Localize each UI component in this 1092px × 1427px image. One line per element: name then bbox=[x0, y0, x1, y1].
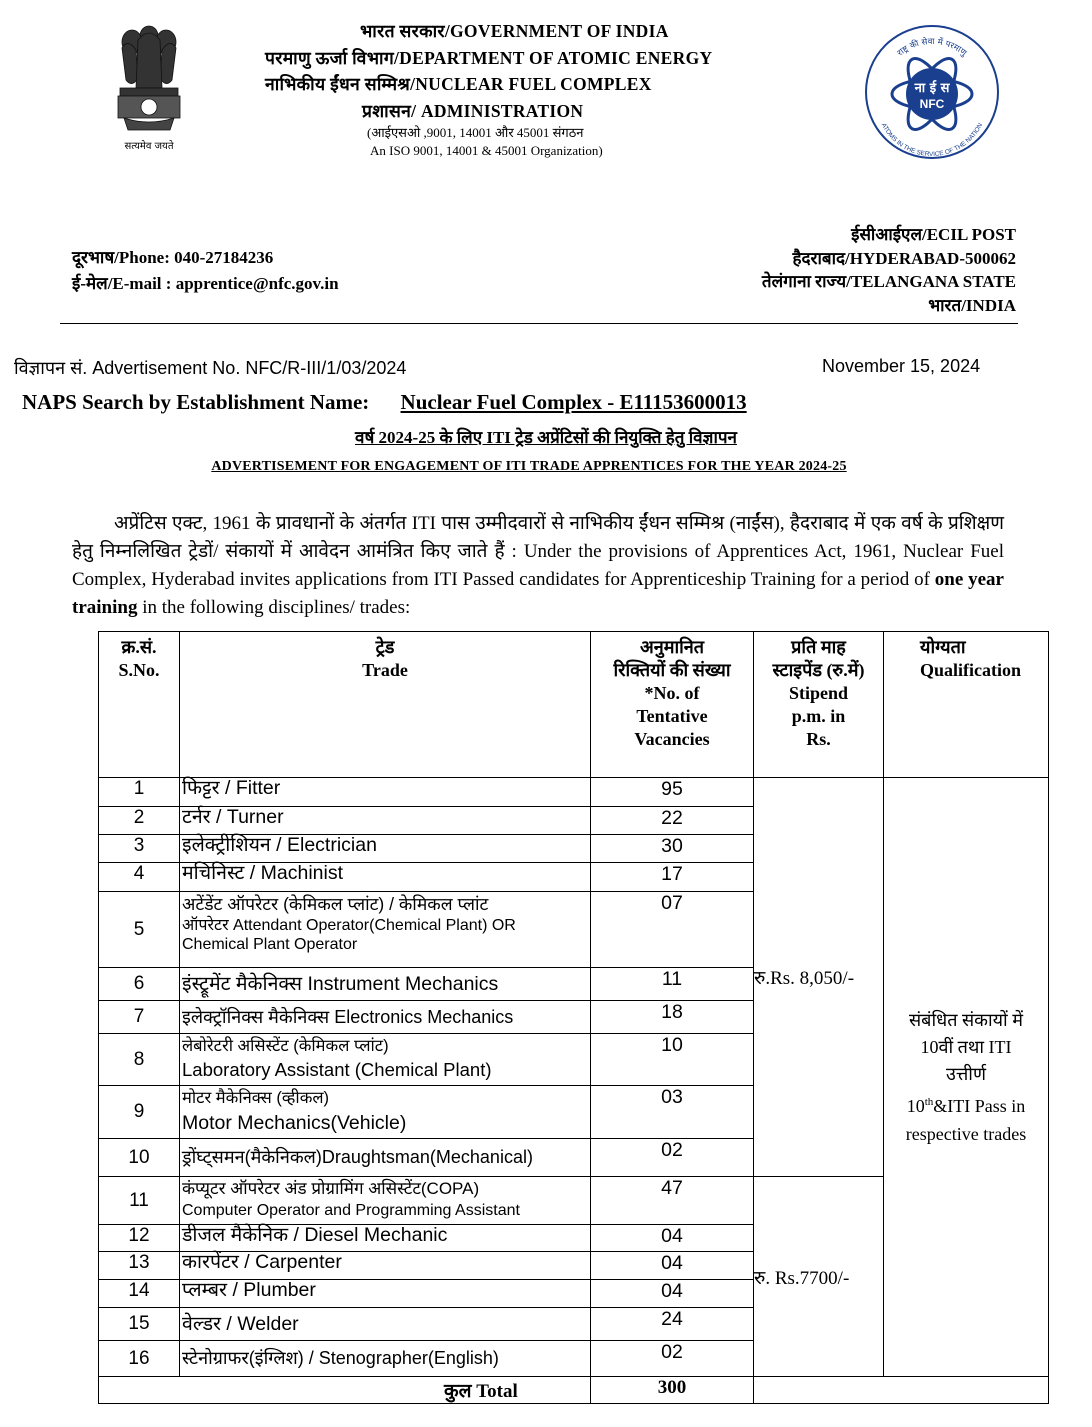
table-header-row bbox=[99, 632, 1049, 778]
qualification-en-sup: th bbox=[924, 1095, 934, 1108]
header-administration: प्रशासन/ ADMINISTRATION bbox=[362, 100, 584, 121]
header-qual-hi: योग्यता bbox=[920, 637, 966, 657]
row-trade: टर्नर / Turner bbox=[180, 807, 591, 835]
row-sno: 6 bbox=[99, 968, 180, 1001]
header-qual-en: Qualification bbox=[920, 660, 1022, 680]
row-trade bbox=[180, 892, 591, 968]
address-line4: भारत/INDIA bbox=[928, 295, 1016, 315]
contact-email: ई-मेल/E-mail : apprentice@nfc.gov.in bbox=[72, 274, 339, 293]
row-sno: 13 bbox=[99, 1252, 180, 1280]
address-line1: ईसीआईएल/ECIL POST bbox=[851, 225, 1016, 244]
header-stipend-en: Stipend p.m. in Rs. bbox=[788, 683, 849, 749]
naps-label: NAPS Search by Establishment Name: bbox=[22, 390, 370, 414]
row-sno: 12 bbox=[99, 1225, 180, 1252]
address-line3: तेलंगाना राज्य/TELANGANA STATE bbox=[761, 272, 1016, 291]
row-trade: स्टेनोग्राफर(इंग्लिश) / Stenographer(English) bbox=[180, 1341, 591, 1377]
row-sno: 14 bbox=[99, 1280, 180, 1308]
row-sno: 8 bbox=[99, 1034, 180, 1086]
row-vacancies: 22 bbox=[591, 807, 754, 835]
header-department: परमाणु ऊर्जा विभाग/DEPARTMENT OF ATOMIC ENERGY bbox=[265, 47, 713, 68]
table-total-row bbox=[99, 1377, 1049, 1404]
contact-block bbox=[72, 245, 339, 297]
national-emblem bbox=[108, 18, 190, 153]
row-trade: इंस्ट्रूमेंट मैकेनिक्स Instrument Mechanics bbox=[180, 968, 591, 1001]
advertisement-number: विज्ञापन सं. Advertisement No. NFC/R-III/1/03/2024 bbox=[14, 358, 407, 378]
row-vacancies: 04 bbox=[591, 1225, 754, 1252]
logo-bottom-arc-path: ATOMS IN THE SERVICE OF THE NATION bbox=[879, 122, 985, 159]
naps-search-line bbox=[22, 390, 747, 415]
row-sno: 1 bbox=[99, 778, 180, 807]
row-vacancies: 04 bbox=[591, 1252, 754, 1280]
row-trade bbox=[180, 1034, 591, 1086]
address-block bbox=[762, 223, 1016, 317]
row-trade: डीजल मैकेनिक / Diesel Mechanic bbox=[180, 1225, 591, 1252]
row-sno: 2 bbox=[99, 807, 180, 835]
qualification-en-pre: 10 bbox=[906, 1095, 925, 1116]
row-vacancies: 10 bbox=[591, 1034, 754, 1086]
row-vacancies: 30 bbox=[591, 835, 754, 863]
naps-establishment-value: Nuclear Fuel Complex - E11153600013 bbox=[400, 390, 747, 414]
stipend-group-1: रु.Rs. 8,050/- bbox=[754, 778, 884, 1177]
row-trade: इलेक्ट्रीशियन / Electrician bbox=[180, 835, 591, 863]
row-trade: कारपेंटर / Carpenter bbox=[180, 1252, 591, 1280]
header-vac-en: *No. of Tentative Vacancies bbox=[634, 683, 710, 749]
qualification-hi-2: 10वीं तथा ITI bbox=[920, 1036, 1012, 1057]
header-vacancies bbox=[591, 632, 754, 778]
intro-text-1: अप्रेंटिस एक्ट, 1961 के प्रावधानों के अंतर्गत ITI पास उम्मीदवारों से नाभिकीय ईंधन सम्मिश्र (नाईंस), हैदराबाद में एक वर्ष के प्रशिक्षण हेतु निम्नलिखित ट्रेडों/ संकायों में आवेदन आमंत्रित किए जाते हैं : Under the provisions of Apprentices Act, 1961, Nuclear Fuel Complex, Hyderabad invites applications from ITI Passed candidates for Apprenticeship Training for a period of bbox=[72, 513, 1004, 590]
row-trade-line3: Chemical Plant Operator bbox=[182, 936, 358, 953]
row-trade: वेल्डर / Welder bbox=[180, 1308, 591, 1341]
row-vacancies: 17 bbox=[591, 863, 754, 892]
row-trade-line1: अटेंडेंट ऑपरेटर (केमिकल प्लांट) / केमिकल प्लांट bbox=[182, 894, 489, 914]
row-sno: 7 bbox=[99, 1001, 180, 1034]
intro-paragraph bbox=[72, 510, 1004, 622]
row-trade-line2: Motor Mechanics(Vehicle) bbox=[182, 1112, 407, 1134]
total-label: कुल Total bbox=[99, 1377, 591, 1404]
row-sno: 3 bbox=[99, 835, 180, 863]
row-trade-line2: ऑपरेटर Attendant Operator(Chemical Plant) OR bbox=[182, 917, 516, 934]
header-nfc: नाभिकीय ईंधन सम्मिश्र/NUCLEAR FUEL COMPLEX bbox=[265, 74, 652, 94]
qualification-en-post: &ITI Pass in respective trades bbox=[905, 1095, 1027, 1144]
row-trade-line2: Computer Operator and Programming Assistant bbox=[182, 1202, 520, 1219]
qualification-hi-1: संबंधित संकायों में bbox=[909, 1009, 1023, 1030]
row-sno: 9 bbox=[99, 1086, 180, 1139]
emblem-motto: सत्यमेव जयते bbox=[124, 141, 174, 152]
contact-phone: दूरभाष/Phone: 040-27184236 bbox=[72, 248, 274, 267]
address-line2: हैदराबाद/HYDERABAD-500062 bbox=[792, 248, 1016, 268]
header-sno-hi: क्र.सं. bbox=[121, 637, 157, 657]
row-vacancies: 02 bbox=[591, 1341, 754, 1377]
advertisement-title-hindi: वर्ष 2024-25 के लिए ITI ट्रेड अप्रेंटिसों की नियुक्ति हेतु विज्ञापन bbox=[355, 428, 737, 447]
lion-capital-icon bbox=[108, 18, 190, 153]
header-trade-en: Trade bbox=[362, 660, 408, 680]
advertisement-title-english: ADVERTISEMENT FOR ENGAGEMENT OF ITI TRADE APPRENTICES FOR THE YEAR 2024-25 bbox=[211, 459, 847, 474]
row-sno: 15 bbox=[99, 1308, 180, 1341]
total-value: 300 bbox=[591, 1377, 754, 1404]
row-sno: 5 bbox=[99, 892, 180, 968]
row-trade-line1: मोटर मैकेनिक्स (व्हीकल) bbox=[182, 1089, 330, 1107]
logo-hi-text: ना ई स bbox=[914, 81, 950, 96]
row-vacancies: 95 bbox=[591, 778, 754, 807]
header-vac-hi: अनुमानित रिक्तियों की संख्या bbox=[613, 637, 731, 680]
qualification-en bbox=[884, 1088, 1048, 1148]
header-government: भारत सरकार/GOVERNMENT OF INDIA bbox=[360, 21, 669, 41]
qualification-hi-3: उत्तीर्ण bbox=[946, 1063, 986, 1084]
row-vacancies: 04 bbox=[591, 1280, 754, 1308]
row-vacancies: 24 bbox=[591, 1308, 754, 1341]
header-stipend-hi: प्रति माह स्टाइपेंड (रु.में) bbox=[772, 637, 865, 680]
organization-header bbox=[265, 18, 825, 160]
row-sno: 10 bbox=[99, 1139, 180, 1177]
header-stipend bbox=[754, 632, 884, 778]
table-row bbox=[99, 778, 1049, 807]
row-vacancies: 18 bbox=[591, 1001, 754, 1034]
intro-text-2: in the following disciplines/ trades: bbox=[137, 597, 411, 618]
row-trade: इलेक्ट्रॉनिक्स मैकेनिक्स Electronics Mechanics bbox=[180, 1001, 591, 1034]
row-sno: 11 bbox=[99, 1177, 180, 1225]
header-divider bbox=[60, 323, 1018, 324]
logo-en-text: NFC bbox=[919, 97, 945, 111]
header-sno-en: S.No. bbox=[118, 660, 160, 680]
row-sno: 4 bbox=[99, 863, 180, 892]
header-iso-hi: (आईएसओ ,9001, 14001 और 45001 संगठन bbox=[367, 125, 584, 140]
trades-table bbox=[98, 631, 1049, 1404]
row-trade-line1: कंप्यूटर ऑपरेटर अंड प्रोग्रामिंग असिस्टेंट(COPA) bbox=[182, 1179, 480, 1198]
header-trade-hi: ट्रेड bbox=[375, 637, 395, 657]
row-vacancies: 47 bbox=[591, 1177, 754, 1225]
row-sno: 16 bbox=[99, 1341, 180, 1377]
row-trade-line1: लेबोरेटरी असिस्टेंट (केमिकल प्लांट) bbox=[182, 1037, 389, 1055]
qualification-cell bbox=[884, 778, 1049, 1377]
advertisement-date: November 15, 2024 bbox=[822, 356, 981, 376]
row-trade: ड्रोंघ्ट्समन(मैकेनिकल)Draughtsman(Mechanical) bbox=[180, 1139, 591, 1177]
row-trade: प्लम्बर / Plumber bbox=[180, 1280, 591, 1308]
row-vacancies: 11 bbox=[591, 968, 754, 1001]
stipend-group-2: रु. Rs.7700/- bbox=[754, 1177, 884, 1377]
header-iso-en: An ISO 9001, 14001 & 45001 Organization) bbox=[370, 143, 603, 158]
total-empty bbox=[754, 1377, 1049, 1404]
row-vacancies: 07 bbox=[591, 892, 754, 968]
header-qualification bbox=[884, 632, 1049, 778]
nfc-logo bbox=[862, 22, 1002, 162]
row-vacancies: 02 bbox=[591, 1139, 754, 1177]
atom-logo-icon bbox=[862, 22, 1002, 162]
header-trade bbox=[180, 632, 591, 778]
row-trade: फिट्टर / Fitter bbox=[180, 778, 591, 807]
row-vacancies: 03 bbox=[591, 1086, 754, 1139]
intro-text-bold: one year training bbox=[72, 569, 1004, 618]
row-trade bbox=[180, 1086, 591, 1139]
row-trade bbox=[180, 1177, 591, 1225]
row-trade-line2: Laboratory Assistant (Chemical Plant) bbox=[182, 1059, 492, 1080]
row-trade: मचिनिस्ट / Machinist bbox=[180, 863, 591, 892]
header-sno bbox=[99, 632, 180, 778]
logo-top-arc-path: राष्ट्र की सेवा में परमाणु bbox=[895, 36, 969, 59]
